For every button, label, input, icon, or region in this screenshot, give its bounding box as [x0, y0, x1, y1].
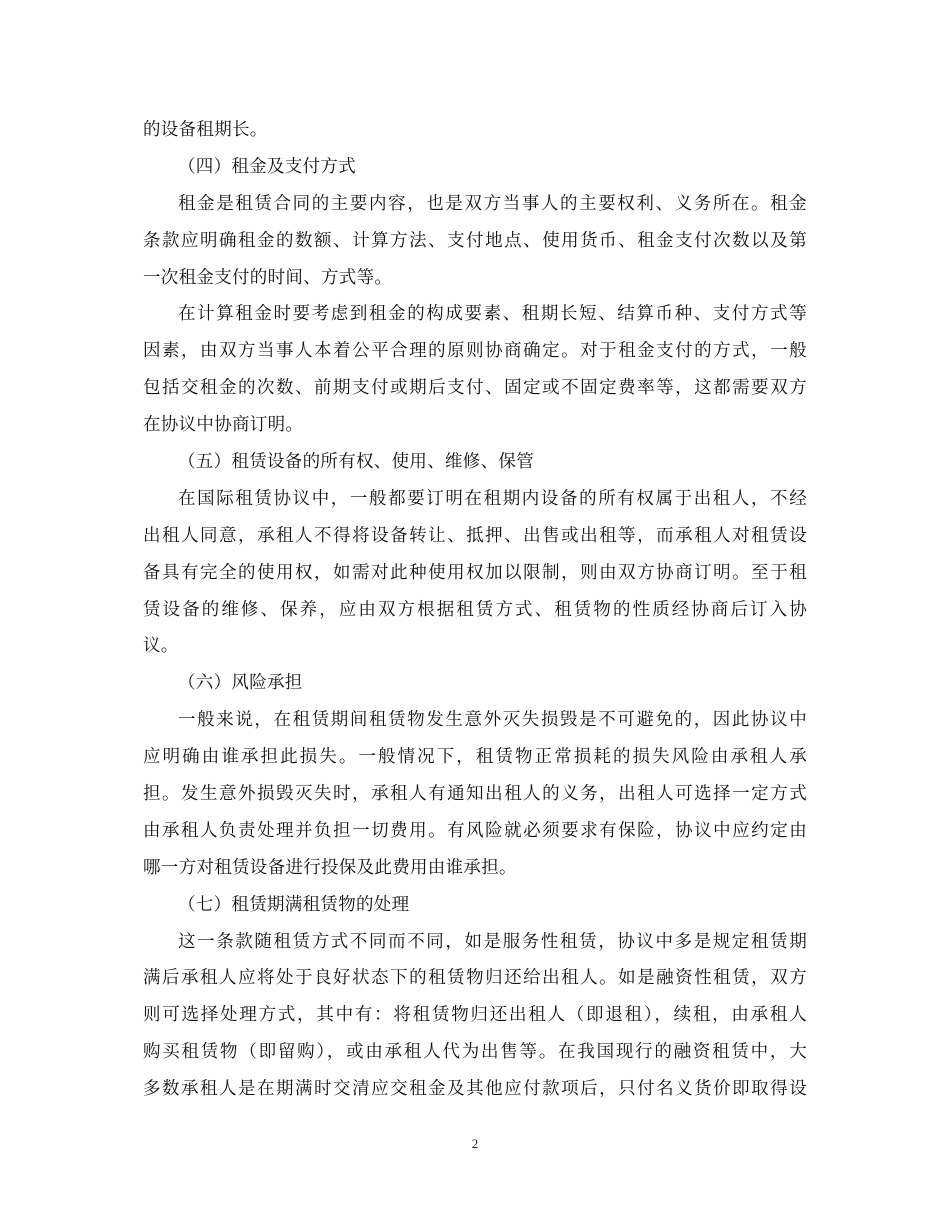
text-line: 备具有完全的使用权，如需对此种使用权加以限制，则由双方协商订明。至于租 — [143, 562, 807, 583]
text-line: 由承租人负责处理并负担一切费用。有风险就必须要求有保险，协议中应约定由 — [143, 820, 807, 841]
text-line: 租金是租赁合同的主要内容，也是双方当事人的主要权利、义务所在。租金 — [178, 193, 807, 214]
text-line: 在国际租赁协议中，一般都要订明在租期内设备的所有权属于出租人，不经 — [178, 488, 807, 509]
page-number: 2 — [471, 1136, 479, 1151]
text-line: 则可选择处理方式，其中有：将租赁物归还出租人（即退租），续租，由承租人 — [143, 1005, 807, 1026]
text-line: 因素，由双方当事人本着公平合理的原则协商确定。对于租金支付的方式，一般 — [143, 341, 807, 362]
text-line: 购买租赁物（即留购），或由承租人代为出售等。在我国现行的融资租赁中，大 — [143, 1042, 807, 1063]
text-line: 议。 — [143, 636, 179, 657]
section-heading: （五）租赁设备的所有权、使用、维修、保管 — [178, 452, 534, 473]
text-line: 赁设备的维修、保养，应由双方根据租赁方式、租赁物的性质经协商后订入协 — [143, 599, 807, 620]
text-line: 哪一方对租赁设备进行投保及此费用由谁承担。 — [143, 857, 517, 878]
text-line: 多数承租人是在期满时交清应交租金及其他应付款项后，只付名义货价即取得设 — [143, 1079, 807, 1100]
text-line: 一次租金支付的时间、方式等。 — [143, 267, 393, 288]
section-heading: （六）风险承担 — [178, 673, 303, 694]
section-heading: （七）租赁期满租赁物的处理 — [178, 894, 410, 915]
section-heading: （四）租金及支付方式 — [178, 156, 356, 177]
text-line: 这一条款随租赁方式不同而不同，如是服务性租赁，协议中多是规定租赁期 — [178, 931, 807, 952]
text-line: 包括交租金的次数、前期支付或期后支付、固定或不固定费率等，这都需要双方 — [143, 378, 807, 399]
text-line: 一般来说，在租赁期间租赁物发生意外灭失损毁是不可避免的，因此协议中 — [178, 710, 807, 731]
text-line: 出租人同意，承租人不得将设备转让、抵押、出售或出租等，而承租人对租赁设 — [143, 525, 807, 546]
document-body — [143, 112, 807, 1108]
text-line: 应明确由谁承担此损失。一般情况下，租赁物正常损耗的损失风险由承租人承 — [143, 747, 807, 768]
text-line: 的设备租期长。 — [143, 120, 268, 140]
text-line: 担。发生意外损毁灭失时，承租人有通知出租人的义务，出租人可选择一定方式 — [143, 784, 807, 805]
text-line: 在计算租金时要考虑到租金的构成要素、租期长短、结算币种、支付方式等 — [178, 304, 807, 325]
text-line: 条款应明确租金的数额、计算方法、支付地点、使用货币、租金支付次数以及第 — [143, 230, 807, 251]
text-line: 在协议中协商订明。 — [143, 415, 304, 436]
text-line: 满后承租人应将处于良好状态下的租赁物归还给出租人。如是融资性租赁，双方 — [143, 968, 807, 989]
